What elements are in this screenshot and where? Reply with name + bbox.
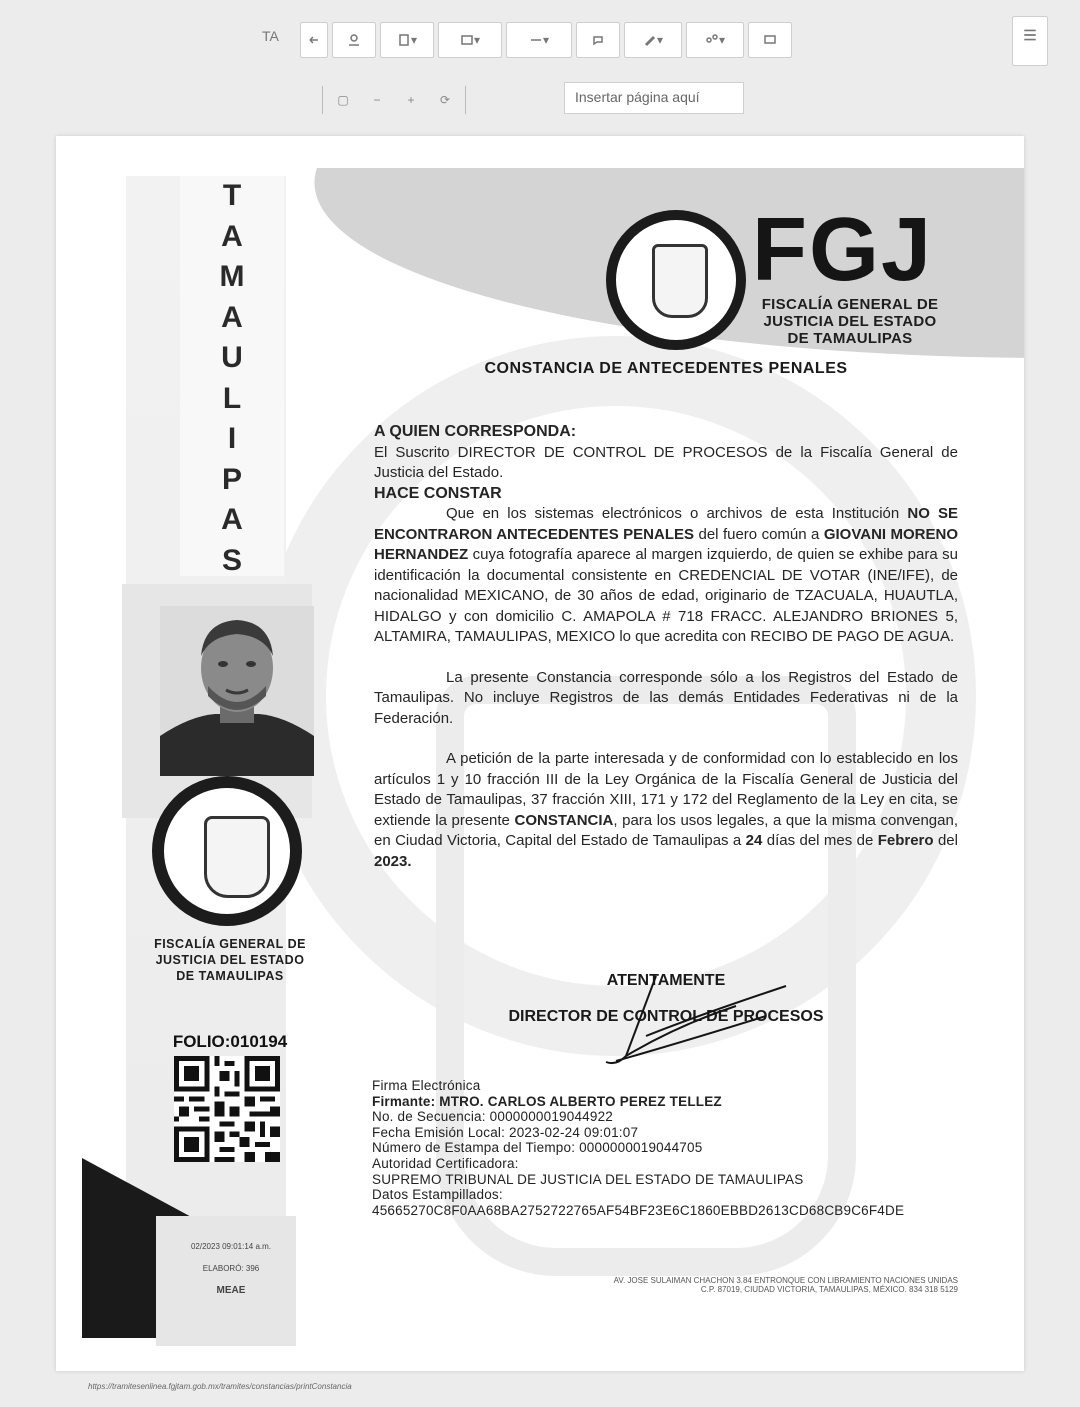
- legal-text: días del mes de: [766, 832, 874, 849]
- page-icon: ▢: [337, 93, 349, 107]
- folio-number: FOLIO:010194: [172, 1032, 288, 1051]
- handwritten-signature: [586, 966, 806, 1076]
- fit-button[interactable]: [748, 22, 792, 58]
- rotate-icon: ⟳: [439, 93, 451, 107]
- finding-text: del fuero común a: [698, 525, 820, 543]
- greeting: A QUIEN CORRESPONDA:: [374, 423, 577, 440]
- fgj-logo-acronym: FGJ: [752, 200, 934, 300]
- zoom-in-icon: +: [407, 93, 415, 107]
- finding-result: NO SE ENCONTRARON ANTECEDENTES PENALES: [374, 505, 958, 543]
- issue-day: 24: [745, 832, 763, 849]
- constancia-word: CONSTANCIA: [514, 811, 614, 829]
- zoom-out-button[interactable]: [363, 86, 391, 114]
- image-button[interactable]: ▾: [438, 22, 502, 58]
- image-icon: [460, 33, 474, 47]
- toolbar-divider: [465, 86, 466, 114]
- state-name-vertical: [180, 176, 284, 576]
- undo-icon: [307, 33, 321, 47]
- stamp-button[interactable]: [332, 22, 376, 58]
- stamp-icon: [347, 33, 361, 47]
- signature-hash: 45665270C8F0AA68BA2752722765AF54BF23E6C1860EBBD2613CD68CB9C6F4DE: [372, 1202, 905, 1218]
- print-button[interactable]: ▾: [380, 22, 434, 58]
- zoom-out-icon: −: [373, 93, 381, 107]
- office-address: [496, 1276, 958, 1294]
- state-letter: M: [219, 260, 245, 293]
- state-letter: I: [227, 422, 237, 455]
- left-org-name: [148, 936, 312, 984]
- legal-text: del: [937, 832, 958, 849]
- insert-page-input[interactable]: Insertar página aquí: [564, 82, 744, 114]
- qr-code: [174, 1056, 280, 1162]
- toolbar-divider: [322, 86, 323, 114]
- firmante: Firmante: MTRO. CARLOS ALBERTO PEREZ TELLEZ: [372, 1093, 722, 1109]
- sidebar-toggle-button[interactable]: [1012, 16, 1048, 66]
- issue-date: 02/2023 09:01:14 a.m.: [190, 1242, 272, 1251]
- page-url: https://tramitesenlinea.fgjtam.gob.mx/tramites/constancias/printConstancia: [88, 1382, 352, 1391]
- emission-date: Fecha Emisión Local: 2023-02-24 09:01:07: [372, 1124, 639, 1140]
- finding-details: cuya fotografía aparece al margen izquierdo, de quien se exhibe para su identificación la documental consistente en CREDENCIAL DE VOTAR (INE/IFE), de nacionalidad MEXICANO, de 30 años de edad, originario de TZACUALA, HUAUTLA, HIDALGO y con domicilio C. AMAPOLA # 718 FRACC. ALEJANDRO BRIONES 5, ALTAMIRA, TAMAULIPAS, MEXICO lo que acredita con RECIBO DE PAGO DE AGUA.: [374, 546, 958, 645]
- state-letter: S: [221, 543, 242, 577]
- stamped-data-label: Datos Estampillados:: [372, 1187, 503, 1203]
- authority-name: SUPREMO TRIBUNAL DE JUSTICIA DEL ESTADO DE TAMAULIPAS: [372, 1171, 804, 1187]
- share-button[interactable]: ▾: [686, 22, 744, 58]
- issue-stamp: [166, 1236, 296, 1302]
- person-photo: [160, 606, 314, 776]
- left-org-line: JUSTICIA DEL ESTADO: [155, 953, 305, 967]
- fit-icon: [763, 33, 777, 47]
- issue-year: 2023.: [374, 852, 412, 870]
- zoom-in-button[interactable]: [397, 86, 425, 114]
- finding-text: Que en los sistemas electrónicos o archivos de esta Institución: [446, 505, 900, 522]
- state-letter: A: [221, 503, 243, 536]
- document-title: CONSTANCIA DE ANTECEDENTES PENALES: [484, 360, 848, 377]
- paragraph-spacer: [374, 648, 958, 668]
- document-body: [374, 422, 958, 872]
- hace-constar-heading: HACE CONSTAR: [374, 484, 502, 502]
- firma-label: Firma Electrónica: [372, 1078, 481, 1093]
- fgj-logo-line: DE TAMAULIPAS: [787, 330, 913, 347]
- issue-elaborated: ELABORÓ: 396: [202, 1264, 260, 1273]
- state-letter: A: [221, 219, 243, 253]
- intro-paragraph: El Suscrito DIRECTOR DE CONTROL DE PROCESOS de la Fiscalía General de Justicia del Estado.: [374, 443, 958, 481]
- issue-code: MEAE: [216, 1285, 246, 1296]
- atentamente: ATENTAMENTE: [606, 972, 726, 989]
- toolbar-main: [300, 22, 792, 58]
- address-line: C.P. 87019, CIUDAD VICTORIA, TAMAULIPAS, MÉXICO. 834 318 5129: [700, 1285, 958, 1294]
- state-coat-of-arms: [204, 816, 270, 898]
- fgj-coat-of-arms: [652, 244, 708, 318]
- legal-text: , para los usos legales, a que la misma convengan, en Ciudad Victoria, Capital del Estado de Tamaulipas a: [374, 811, 959, 849]
- link-button[interactable]: ▾: [506, 22, 572, 58]
- fgj-logo-line: JUSTICIA DEL ESTADO: [763, 313, 937, 330]
- sidebar-icon: [1022, 27, 1038, 43]
- pen-button[interactable]: ▾: [624, 22, 682, 58]
- address-line: AV. JOSE SULAIMAN CHACHON 3.84 ENTRONQUE CON LIBRAMIENTO NACIONES UNIDAS: [613, 1276, 958, 1285]
- state-letter: L: [222, 381, 242, 415]
- signer-role: DIRECTOR DE CONTROL DE PROCESOS: [508, 1008, 824, 1025]
- scope-paragraph: La presente Constancia corresponde sólo a los Registros del Estado de Tamaulipas. No incluye Registros de las demás Entidades Federativas ni de la Federación.: [374, 668, 958, 727]
- state-letter: U: [221, 341, 243, 374]
- left-org-line: FISCALÍA GENERAL DE: [154, 937, 306, 951]
- authority-label: Autoridad Certificadora:: [372, 1155, 519, 1171]
- fgj-logo-text: [750, 296, 950, 347]
- undo-button[interactable]: [300, 22, 328, 58]
- fgj-logo-line: FISCALÍA GENERAL DE: [761, 296, 939, 313]
- person-name: GIOVANI MORENO HERNANDEZ: [374, 525, 959, 563]
- sequence-number: No. de Secuencia: 0000000019044922: [372, 1109, 613, 1125]
- state-letter: T: [222, 179, 242, 212]
- state-letter: A: [221, 300, 243, 334]
- pen-icon: [643, 33, 657, 47]
- comment-button[interactable]: [576, 22, 620, 58]
- issue-month: Febrero: [877, 832, 934, 849]
- left-org-line: DE TAMAULIPAS: [176, 969, 284, 983]
- comment-icon: [591, 33, 605, 47]
- print-icon: [397, 33, 411, 47]
- legal-paragraph: [374, 749, 958, 872]
- share-icon: [705, 33, 719, 47]
- document-page: [56, 136, 1024, 1371]
- state-letter: P: [221, 462, 242, 496]
- electronic-signature-block: [372, 1078, 992, 1218]
- finding-paragraph: [374, 504, 958, 648]
- page-button[interactable]: [329, 86, 357, 114]
- text-tool-icon[interactable]: TA: [262, 28, 279, 44]
- toolbar-secondary: [322, 84, 466, 116]
- link-icon: [529, 33, 543, 47]
- rotate-button[interactable]: [431, 86, 459, 114]
- timestamp-number: Número de Estampa del Tiempo: 0000000019044705: [372, 1140, 703, 1156]
- paragraph-spacer: [374, 729, 958, 749]
- legal-text: A petición de la parte interesada y de conformidad con lo establecido en los artículos 1 y 10 fracción III de la Ley Orgánica de la Fiscalía General de Justicia del Estado de Tamaulipas, 37 fracción XIII, 171 y 172 del Reglamento de la Ley en cita, se extiende la presente: [374, 750, 958, 829]
